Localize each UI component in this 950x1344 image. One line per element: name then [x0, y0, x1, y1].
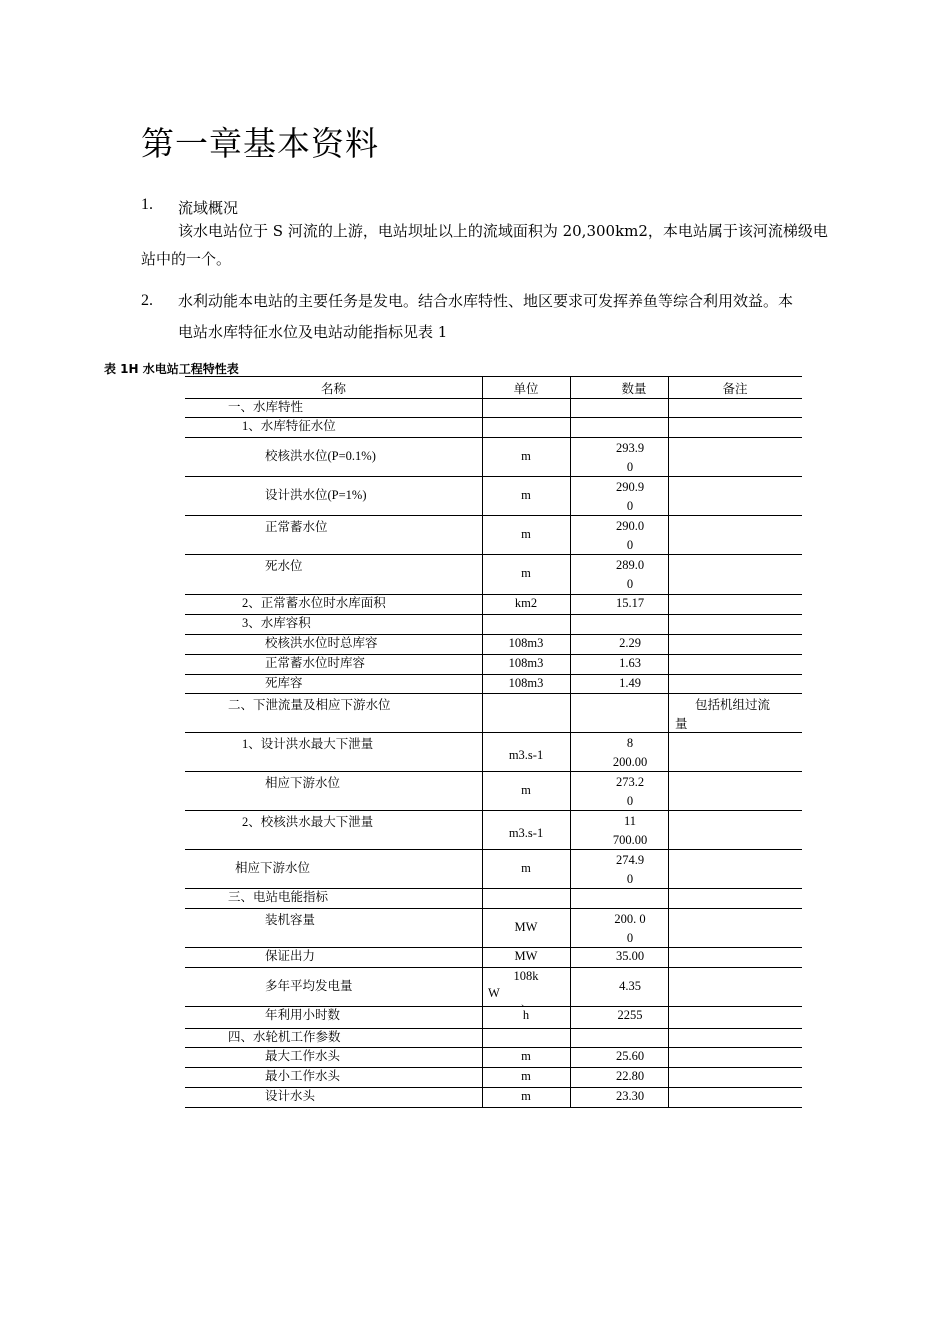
section-2-number: 2. [141, 292, 153, 309]
row-unit: m [521, 783, 531, 797]
row-name: 2、正常蓄水位时水库面积 [242, 596, 386, 610]
row-name: 二、下泄流量及相应下游水位 [228, 698, 391, 712]
table-rule [185, 476, 802, 477]
row-unit: 108m3 [508, 676, 544, 690]
row-value-line-2: 0 [626, 872, 634, 886]
row-value-line-2: 0 [626, 499, 634, 513]
column-divider [570, 376, 571, 1107]
row-value: 289.0 [615, 558, 645, 572]
row-value: 11 [623, 814, 637, 828]
row-unit: m [521, 861, 531, 875]
row-name: 最小工作水头 [265, 1069, 341, 1083]
row-name: 设计洪水位(P=1%) [265, 488, 367, 502]
row-value: 2.29 [619, 636, 641, 650]
row-value: 1.63 [619, 656, 641, 670]
row-unit: MW [514, 949, 538, 963]
row-value: 35.00 [615, 949, 645, 963]
row-unit: m [521, 527, 531, 541]
table-rule [185, 437, 802, 438]
row-unit-line-3: 、 [521, 998, 531, 1008]
row-name: 正常蓄水位 [265, 520, 328, 534]
row-name: 2、校核洪水最大下泄量 [242, 815, 374, 829]
table-caption: 表 1H 水电站工程特性表 [104, 362, 239, 376]
header-unit: 单位 [513, 382, 539, 396]
row-name: 年利用小时数 [265, 1008, 341, 1022]
row-name: 最大工作水头 [265, 1049, 341, 1063]
row-name: 多年平均发电量 [265, 979, 353, 993]
row-value-line-2: 0 [626, 577, 634, 591]
row-name: 一、水库特性 [228, 400, 304, 414]
row-value-line-2: 0 [626, 794, 634, 808]
row-value: 290.0 [615, 519, 645, 533]
row-value: 23.30 [615, 1089, 645, 1103]
table-rule [185, 732, 802, 733]
row-value: 25.60 [615, 1049, 645, 1063]
section-2-line-1 [178, 287, 793, 315]
row-unit: 108m3 [508, 656, 544, 670]
row-unit: m [521, 1069, 531, 1083]
table-rule [185, 908, 802, 909]
row-unit: MW [514, 920, 538, 934]
row-value: 1.49 [619, 676, 641, 690]
row-name: 死水位 [265, 559, 303, 573]
row-name: 相应下游水位 [265, 776, 341, 790]
table-rule [185, 376, 802, 377]
table-rule [185, 693, 802, 694]
row-note-line-2: 量 [675, 717, 688, 731]
row-value: 4.35 [619, 979, 641, 993]
row-note: 包括机组过流 [695, 698, 771, 712]
section-2-line-1-text: 本电站的主要任务是发电。结合水库特性、地区要求可发挥养鱼等综合利用效益。本 [238, 292, 794, 310]
row-value: 200. 0 [614, 912, 646, 926]
header-note: 备注 [722, 382, 748, 396]
row-name: 保证出力 [265, 949, 316, 963]
row-unit: m [521, 1089, 531, 1103]
row-value: 293.9 [615, 441, 645, 455]
table-rule [185, 554, 802, 555]
section-1-line-1: 该水电站位于 S 河流的上游，电站坝址以上的流域面积为 20,300km2，本电站属于该河流梯级电 [178, 222, 828, 240]
row-value-line-2: 0 [626, 931, 634, 945]
table-rule [185, 849, 802, 850]
row-value: 2255 [617, 1008, 643, 1022]
row-value: 290.9 [615, 480, 645, 494]
row-name: 校核洪水位时总库容 [265, 636, 378, 650]
row-name: 死库容 [265, 676, 303, 690]
row-unit: 108m3 [508, 636, 544, 650]
row-unit: 108k [513, 969, 539, 983]
row-value: 22.80 [615, 1069, 645, 1083]
row-name: 校核洪水位(P=0.1%) [265, 449, 376, 463]
section-1-heading: 流域概况 [178, 199, 239, 217]
row-name: 1、设计洪水最大下泄量 [242, 737, 374, 751]
row-value-line-2: 0 [626, 538, 634, 552]
row-unit: m3.s-1 [508, 748, 544, 762]
row-value: 8 [626, 736, 634, 750]
table-rule [185, 771, 802, 772]
section-1-line-2: 站中的一个。 [141, 250, 232, 268]
row-unit: m3.s-1 [508, 826, 544, 840]
section-2-heading: 水利动能 [178, 292, 239, 310]
header-value: 数量 [621, 382, 647, 396]
row-name: 正常蓄水位时库容 [265, 656, 366, 670]
row-value-line-2: 0 [626, 460, 634, 474]
row-name: 3、水库容积 [242, 616, 311, 630]
row-unit: m [521, 488, 531, 502]
row-value-line-2: 700.00 [612, 833, 648, 847]
table-rule [185, 1107, 802, 1108]
row-name: 三、电站电能指标 [228, 890, 329, 904]
section-2-line-2: 电站水库特征水位及电站动能指标见表 1 [178, 323, 448, 341]
row-unit-line-2: W [488, 986, 500, 1000]
chapter-title: 第一章基本资料 [141, 124, 379, 163]
row-name: 1、水库特征水位 [242, 419, 336, 433]
row-name: 四、水轮机工作参数 [228, 1030, 341, 1044]
table-rule [185, 515, 802, 516]
row-unit: m [521, 1049, 531, 1063]
row-value: 273.2 [615, 775, 645, 789]
row-name: 装机容量 [265, 913, 316, 927]
row-unit: m [521, 566, 531, 580]
row-name: 设计水头 [265, 1089, 316, 1103]
row-name: 相应下游水位 [235, 861, 311, 875]
section-1-number: 1. [141, 196, 153, 213]
row-value: 15.17 [615, 596, 645, 610]
row-value-line-2: 200.00 [612, 755, 648, 769]
row-unit: m [521, 449, 531, 463]
table-rule [185, 810, 802, 811]
header-name: 名称 [320, 382, 346, 396]
row-unit: h [522, 1008, 530, 1022]
row-value: 274.9 [615, 853, 645, 867]
row-unit: km2 [514, 596, 538, 610]
